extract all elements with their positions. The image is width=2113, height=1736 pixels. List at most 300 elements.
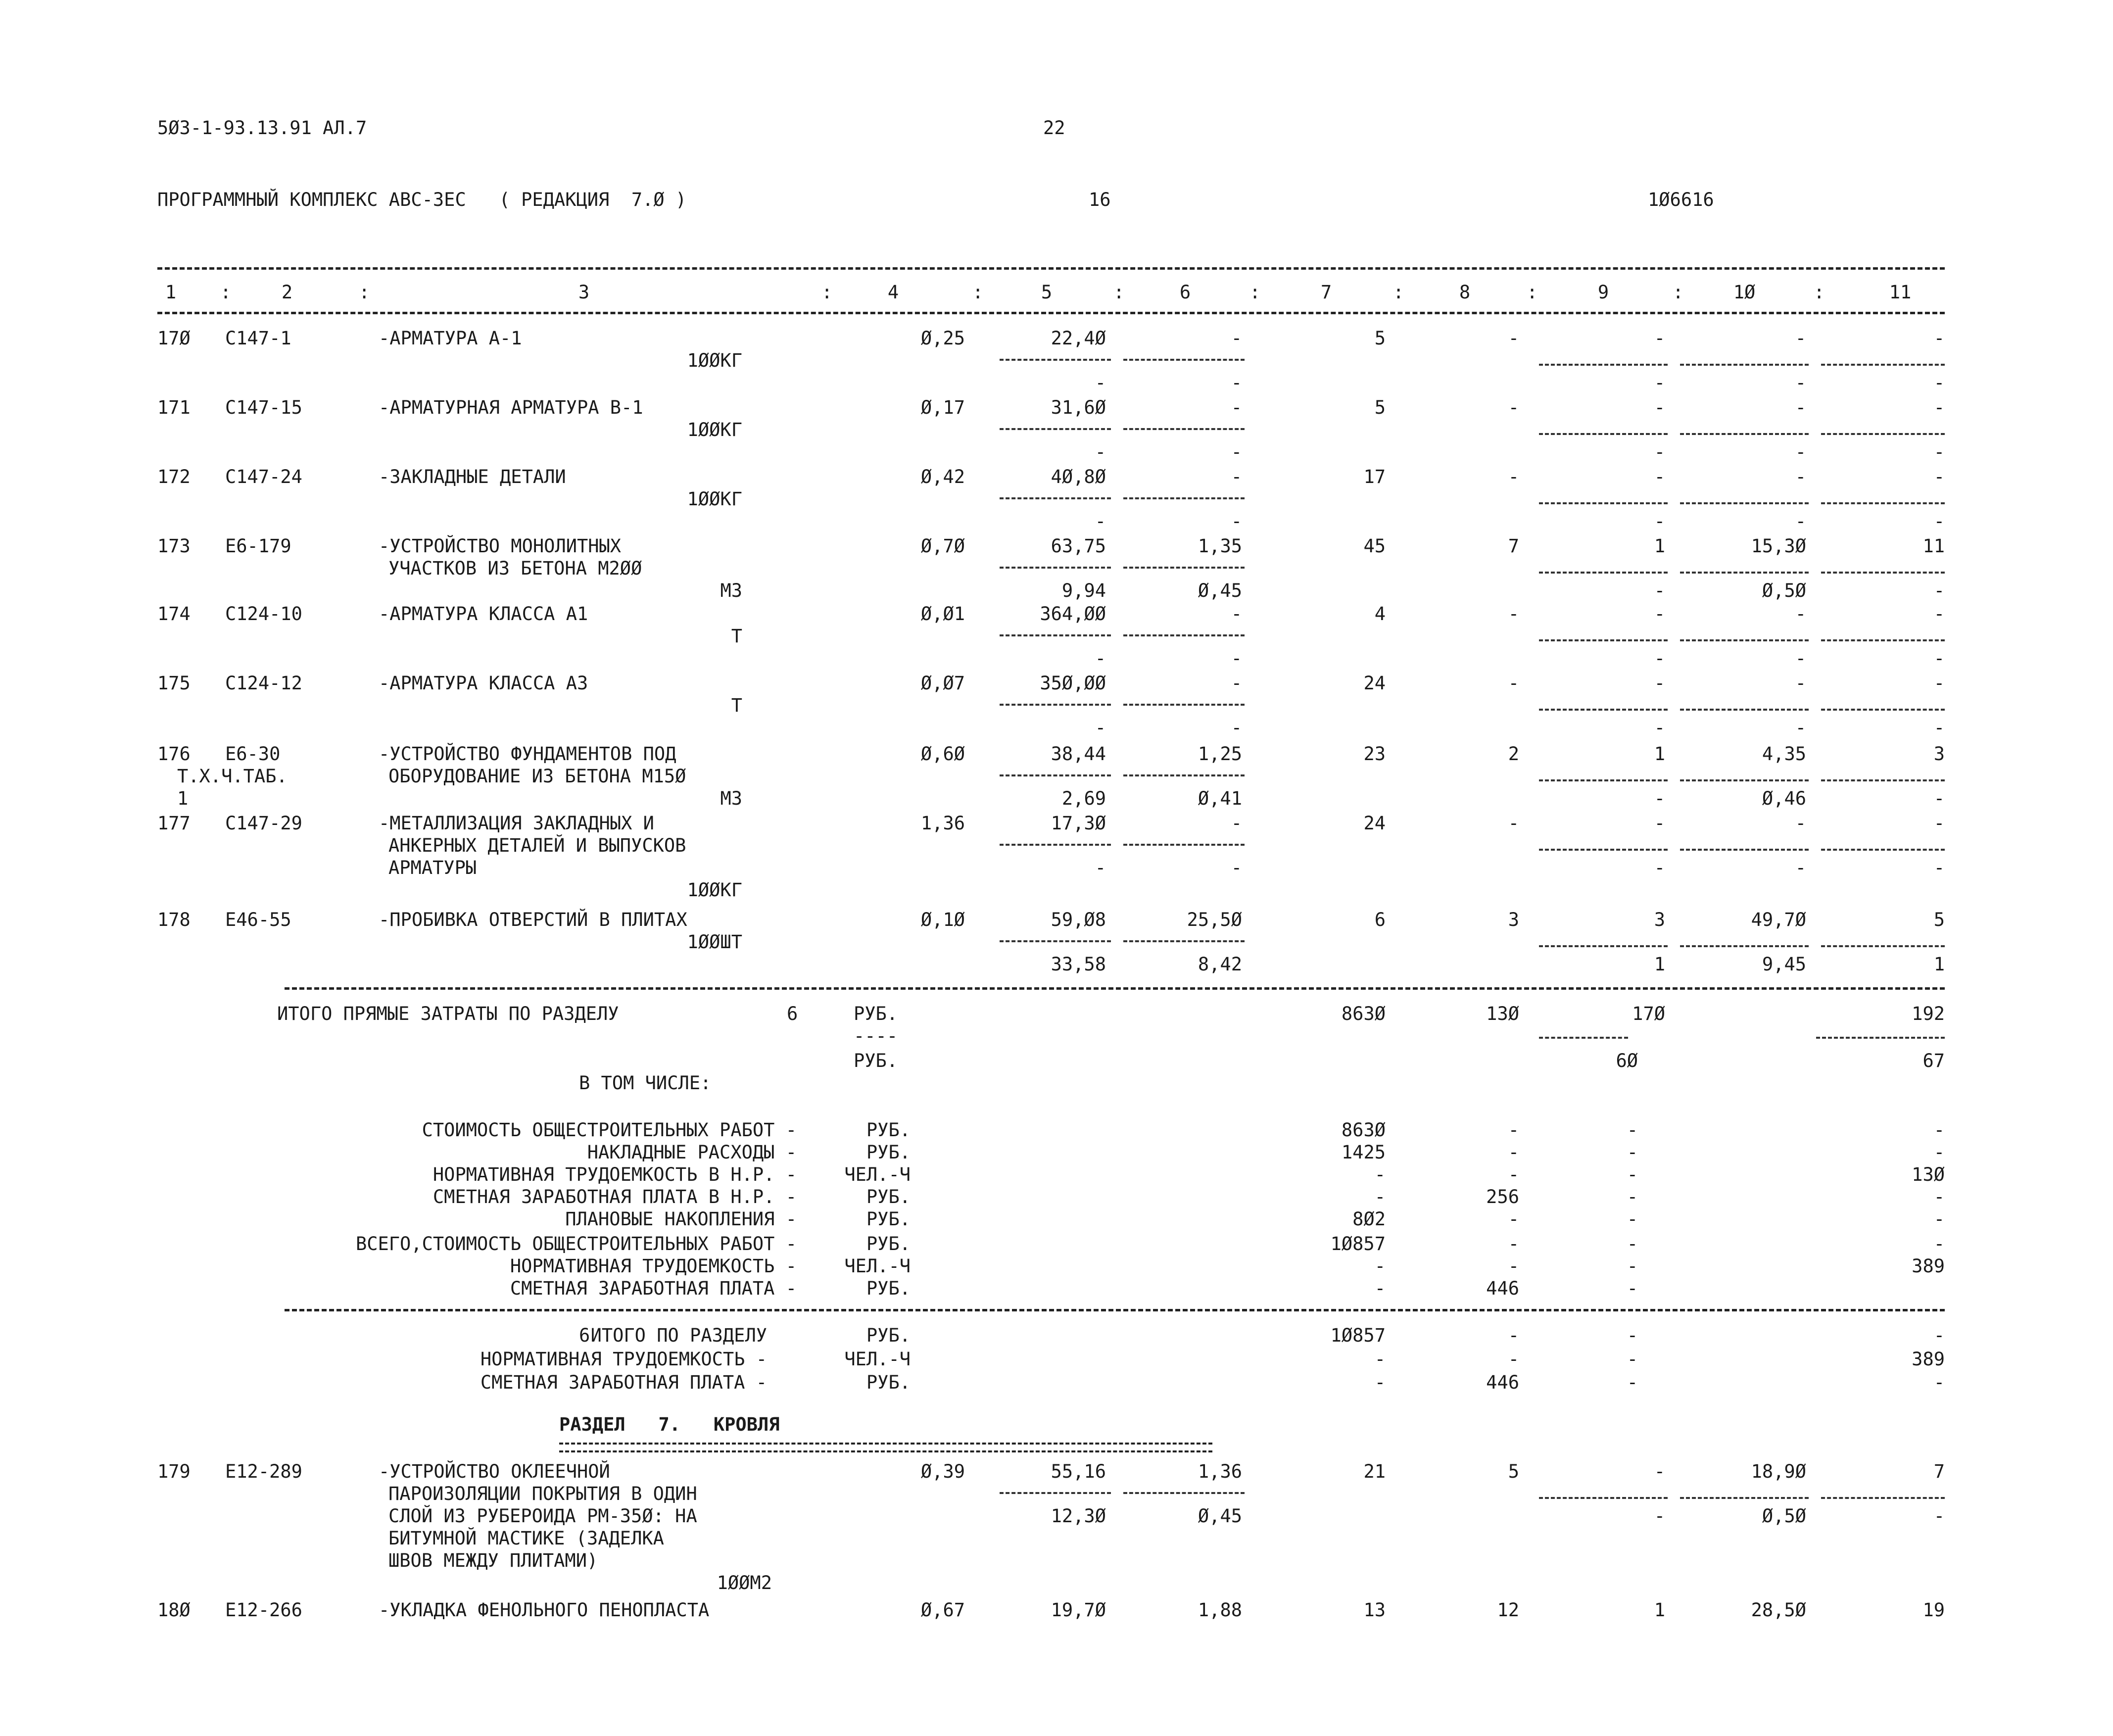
work-description: БИТУМНОЙ МАСТИКЕ (ЗАДЕЛКА xyxy=(388,1528,664,1549)
quantity: Ø,17 xyxy=(920,397,965,418)
machine-wage: - xyxy=(1231,648,1242,669)
machine-wage: Ø,45 xyxy=(1198,580,1242,601)
sub-rule xyxy=(1821,779,1945,781)
labour-wage-norm: 9,45 xyxy=(1762,954,1806,975)
sheet-number: 16 xyxy=(1089,189,1111,210)
labour-wage: - xyxy=(1654,372,1665,393)
machine-total: 2 xyxy=(1508,743,1519,765)
unit-cost: 63,75 xyxy=(1051,535,1106,557)
labour-total: - xyxy=(1933,397,1945,418)
breakdown-cost: - xyxy=(1374,1164,1386,1185)
unit-of-measure: 1ØØКГ xyxy=(687,879,742,901)
labour-norm: - xyxy=(1795,813,1806,834)
labour-wage: - xyxy=(1654,717,1665,738)
sub-rule xyxy=(1680,364,1809,366)
quantity: Ø,Ø1 xyxy=(920,603,965,625)
total-cost: 6 xyxy=(1374,909,1386,930)
total-cost: - xyxy=(1374,1372,1386,1393)
sub-rule xyxy=(1821,945,1945,947)
unit-wage: - xyxy=(1095,717,1106,738)
unit-wage: 33,58 xyxy=(1051,954,1106,975)
row-number: 176 xyxy=(157,743,191,765)
column-separator: : xyxy=(1249,282,1261,303)
unit-label: РУБ. xyxy=(866,1278,911,1299)
column-header-6: 6 xyxy=(1179,282,1191,303)
row-number: 17Ø xyxy=(157,328,191,349)
labour-wage: 1 xyxy=(1654,954,1665,975)
row-number: 175 xyxy=(157,673,191,694)
labour-wage: - xyxy=(1654,1505,1665,1527)
sub-rule xyxy=(1123,567,1245,569)
labour-norm: 28,5Ø xyxy=(1751,1599,1806,1621)
labour-norm: 15,3Ø xyxy=(1751,535,1806,557)
labour-cost: 3 xyxy=(1654,909,1665,930)
column-separator: : xyxy=(1527,282,1538,303)
machine-total: - xyxy=(1508,328,1519,349)
work-description: -АРМАТУРА КЛАССА А3 xyxy=(379,673,588,694)
sub-rule xyxy=(1680,433,1809,435)
quantity: Ø,7Ø xyxy=(920,535,965,557)
machine-cost: - xyxy=(1231,328,1242,349)
machine-wage: - xyxy=(1231,717,1242,738)
labour-wage-norm: Ø,5Ø xyxy=(1762,1505,1806,1527)
machine-total: 7 xyxy=(1508,535,1519,557)
labour-wage: - xyxy=(1654,441,1665,463)
row-number: 178 xyxy=(157,909,191,930)
sub-rule xyxy=(1539,1037,1628,1039)
unit-label: РУБ. xyxy=(866,1372,911,1393)
labour-wage-norm: - xyxy=(1795,511,1806,532)
work-description: АНКЕРНЫХ ДЕТАЛЕЙ И ВЫПУСКОВ xyxy=(388,835,686,856)
labour-cost: - xyxy=(1654,673,1665,694)
breakdown-labour: - xyxy=(1627,1142,1638,1163)
work-description: -АРМАТУРНАЯ АРМАТУРА В-1 xyxy=(379,397,643,418)
labour-total: - xyxy=(1933,673,1945,694)
total-hours: - xyxy=(1933,1372,1945,1393)
row-number: 177 xyxy=(157,813,191,834)
column-separator: : xyxy=(1393,282,1404,303)
sub-rule xyxy=(1123,844,1245,846)
column-header-11: 11 xyxy=(1889,282,1912,303)
breakdown-cost: 8Ø2 xyxy=(1352,1208,1386,1230)
unit-cost: 19,7Ø xyxy=(1051,1599,1106,1621)
rate-code: С147-24 xyxy=(225,466,302,487)
breakdown-hours: - xyxy=(1933,1208,1945,1230)
unit-wage: - xyxy=(1095,441,1106,463)
labour-wage-norm: Ø,46 xyxy=(1762,788,1806,809)
column-header-5: 5 xyxy=(1041,282,1053,303)
machine-wage: - xyxy=(1231,857,1242,878)
unit-of-measure: М3 xyxy=(720,788,742,809)
labour-wage-norm: - xyxy=(1795,857,1806,878)
unit-label: РУБ. xyxy=(866,1186,911,1207)
unit-label: РУБ. xyxy=(866,1325,911,1346)
breakdown-cost: - xyxy=(1374,1186,1386,1207)
column-header-10: 1Ø xyxy=(1733,282,1756,303)
section-total-labour: 17Ø xyxy=(1632,1003,1665,1024)
machine-cost: 25,5Ø xyxy=(1187,909,1242,930)
unit-label: ЧЕЛ.-Ч xyxy=(844,1255,911,1277)
rate-code: С147-15 xyxy=(225,397,302,418)
work-description: -ПРОБИВКА ОТВЕРСТИЙ В ПЛИТАХ xyxy=(379,909,687,930)
labour-norm: - xyxy=(1795,397,1806,418)
sub-rule xyxy=(1539,849,1668,851)
labour-cost: 1 xyxy=(1654,535,1665,557)
labour-wage-norm: - xyxy=(1795,717,1806,738)
unit-of-measure: 1ØØКГ xyxy=(687,419,742,440)
sub-rule xyxy=(1821,502,1945,504)
machine-wage: - xyxy=(1231,372,1242,393)
machine-wage: - xyxy=(1231,441,1242,463)
sub-rule xyxy=(1123,774,1245,776)
unit-cost: 38,44 xyxy=(1051,743,1106,765)
section-total-machine: 13Ø xyxy=(1486,1003,1519,1024)
labour-cost: 1 xyxy=(1654,743,1665,765)
rate-code: Е46-55 xyxy=(225,909,291,930)
breakdown-label: НОРМАТИВНАЯ ТРУДОЕМКОСТЬ - xyxy=(510,1255,797,1277)
labour-wage-total: - xyxy=(1933,511,1945,532)
sub-rule xyxy=(1539,364,1668,366)
machine-total: - xyxy=(1508,673,1519,694)
row-number: 173 xyxy=(157,535,191,557)
labour-total: 5 xyxy=(1933,909,1945,930)
work-description: -МЕТАЛЛИЗАЦИЯ ЗАКЛАДНЫХ И xyxy=(379,813,654,834)
sub-rule xyxy=(1821,1497,1945,1499)
labour-wage-total: - xyxy=(1933,441,1945,463)
breakdown-label: СМЕТНАЯ ЗАРАБОТНАЯ ПЛАТА - xyxy=(510,1278,797,1299)
labour-total: 3 xyxy=(1933,743,1945,765)
unit-of-measure: Т xyxy=(731,695,742,716)
sub-rule xyxy=(1816,1037,1945,1039)
header-rule xyxy=(157,312,1945,314)
section-title-underline xyxy=(559,1443,1212,1452)
unit-cost: 55,16 xyxy=(1051,1461,1106,1482)
machine-cost: - xyxy=(1231,813,1242,834)
machine-cost: 1,88 xyxy=(1198,1599,1242,1621)
labour-cost: - xyxy=(1654,397,1665,418)
sub-rule xyxy=(1680,639,1809,641)
sub-rule xyxy=(1123,704,1245,706)
top-rule xyxy=(157,267,1945,270)
sub-rule xyxy=(1539,572,1668,574)
row-number: 179 xyxy=(157,1461,191,1482)
labour-wage: - xyxy=(1654,580,1665,601)
rate-code-note: 1 xyxy=(177,788,189,809)
program-title: ПРОГРАММНЫЙ КОМПЛЕКС АВС-ЗЕС ( РЕДАКЦИЯ 7.Ø ) xyxy=(157,189,687,210)
sub-rule xyxy=(1000,1492,1111,1494)
sub-rule xyxy=(1123,359,1245,361)
total-cost: - xyxy=(1374,1349,1386,1370)
quantity: Ø,1Ø xyxy=(920,909,965,930)
sub-rule xyxy=(1539,502,1668,504)
sub-rule xyxy=(1000,844,1111,846)
column-header-1: 1 xyxy=(165,282,177,303)
total-label: СМЕТНАЯ ЗАРАБОТНАЯ ПЛАТА - xyxy=(480,1372,767,1393)
unit-of-measure: 1ØØКГ xyxy=(687,350,742,371)
breakdown-hours: - xyxy=(1933,1186,1945,1207)
work-description: ПАРОИЗОЛЯЦИИ ПОКРЫТИЯ В ОДИН xyxy=(388,1483,697,1504)
column-separator: : xyxy=(359,282,370,303)
labour-wage-norm: Ø,5Ø xyxy=(1762,580,1806,601)
breakdown-hours: 389 xyxy=(1912,1255,1945,1277)
unit-wage: - xyxy=(1095,857,1106,878)
sub-rule xyxy=(1680,945,1809,947)
unit-dash: ---- xyxy=(854,1025,898,1047)
sub-rule xyxy=(1539,945,1668,947)
sub-rule xyxy=(1000,634,1111,636)
work-description: ШВОВ МЕЖДУ ПЛИТАМИ) xyxy=(388,1550,598,1571)
breakdown-machine: 446 xyxy=(1486,1278,1519,1299)
estimate-code: 1Ø6616 xyxy=(1648,189,1714,210)
column-separator: : xyxy=(972,282,984,303)
labour-wage-total: - xyxy=(1933,648,1945,669)
unit-wage: - xyxy=(1095,511,1106,532)
sub-rule xyxy=(1680,779,1809,781)
labour-cost: - xyxy=(1654,328,1665,349)
labour-wage-norm: - xyxy=(1795,441,1806,463)
machine-cost: 1,36 xyxy=(1198,1461,1242,1482)
breakdown-machine: - xyxy=(1508,1142,1519,1163)
labour-norm: - xyxy=(1795,328,1806,349)
machine-wage: Ø,41 xyxy=(1198,788,1242,809)
work-description: УЧАСТКОВ ИЗ БЕТОНА М2ØØ xyxy=(388,558,642,579)
breakdown-hours: - xyxy=(1933,1233,1945,1254)
unit-cost: 17,3Ø xyxy=(1051,813,1106,834)
rate-code: Е12-266 xyxy=(225,1599,302,1621)
machine-cost: - xyxy=(1231,466,1242,487)
machine-total: 12 xyxy=(1497,1599,1519,1621)
breakdown-machine: - xyxy=(1508,1119,1519,1141)
quantity: 1,36 xyxy=(920,813,965,834)
labour-total: - xyxy=(1933,466,1945,487)
labour-total: 19 xyxy=(1922,1599,1945,1621)
breakdown-labour: - xyxy=(1627,1119,1638,1141)
unit-label: РУБ. xyxy=(854,1050,898,1071)
sub-rule xyxy=(1680,849,1809,851)
labour-norm: 4,35 xyxy=(1762,743,1806,765)
unit-cost: 31,6Ø xyxy=(1051,397,1106,418)
sub-rule xyxy=(1539,709,1668,711)
machine-total: - xyxy=(1508,466,1519,487)
section-total-cost: 863Ø xyxy=(1341,1003,1386,1024)
quantity: Ø,Ø7 xyxy=(920,673,965,694)
breakdown-cost: - xyxy=(1374,1278,1386,1299)
unit-of-measure: М3 xyxy=(720,580,742,601)
unit-cost: 59,Ø8 xyxy=(1051,909,1106,930)
sub-rule xyxy=(1000,359,1111,361)
labour-wage-norm: - xyxy=(1795,372,1806,393)
column-header-7: 7 xyxy=(1320,282,1332,303)
sub-rule xyxy=(1821,364,1945,366)
rate-code: Е6-30 xyxy=(225,743,281,765)
sub-rule xyxy=(1123,428,1245,430)
total-cost: 4 xyxy=(1374,603,1386,625)
breakdown-hours: 13Ø xyxy=(1912,1164,1945,1185)
labour-cost: - xyxy=(1654,466,1665,487)
work-description: -ЗАКЛАДНЫЕ ДЕТАЛИ xyxy=(379,466,566,487)
rate-code: С147-29 xyxy=(225,813,302,834)
column-header-3: 3 xyxy=(578,282,590,303)
total-labour: - xyxy=(1627,1349,1638,1370)
work-description: -УСТРОЙСТВО ОКЛЕЕЧНОЙ xyxy=(379,1461,610,1482)
total-machine: 446 xyxy=(1486,1372,1519,1393)
total-labour: - xyxy=(1627,1372,1638,1393)
row-number: 174 xyxy=(157,603,191,625)
unit-of-measure: 1ØØКГ xyxy=(687,488,742,510)
total-cost: 5 xyxy=(1374,328,1386,349)
labour-wage-norm: - xyxy=(1795,648,1806,669)
labour-wage: - xyxy=(1654,788,1665,809)
machine-wage: - xyxy=(1231,511,1242,532)
quantity: Ø,25 xyxy=(920,328,965,349)
total-label: ИТОГО ПО РАЗДЕЛУ xyxy=(590,1325,767,1346)
sub-rule xyxy=(1123,1492,1245,1494)
breakdown-machine: - xyxy=(1508,1208,1519,1230)
unit-of-measure: 1ØØМ2 xyxy=(717,1572,772,1593)
labour-wage-total: - xyxy=(1933,1505,1945,1527)
labour-cost: - xyxy=(1654,1461,1665,1482)
total-label: НОРМАТИВНАЯ ТРУДОЕМКОСТЬ - xyxy=(480,1349,767,1370)
machine-wage: Ø,45 xyxy=(1198,1505,1242,1527)
breakdown-labour: - xyxy=(1627,1255,1638,1277)
breakdown-cost: 1Ø857 xyxy=(1330,1233,1386,1254)
page-number: 22 xyxy=(1043,117,1065,139)
unit-wage: - xyxy=(1095,372,1106,393)
totals-rule xyxy=(285,1309,1945,1311)
section-number: 6 xyxy=(579,1325,590,1346)
labour-norm: 18,9Ø xyxy=(1751,1461,1806,1482)
section-title: РАЗДЕЛ 7. КРОВЛЯ xyxy=(559,1414,780,1435)
labour-total: 7 xyxy=(1933,1461,1945,1482)
labour-wage-total: - xyxy=(1933,580,1945,601)
unit-wage: 12,3Ø xyxy=(1051,1505,1106,1527)
total-cost: 23 xyxy=(1363,743,1386,765)
labour-wage-total: - xyxy=(1933,788,1945,809)
row-number: 172 xyxy=(157,466,191,487)
sub-rule xyxy=(1000,774,1111,776)
work-description: АРМАТУРЫ xyxy=(388,857,477,878)
including-label: В ТОМ ЧИСЛЕ: xyxy=(579,1072,712,1094)
machine-total: - xyxy=(1508,397,1519,418)
total-cost: 24 xyxy=(1363,673,1386,694)
row-number: 171 xyxy=(157,397,191,418)
machine-cost: - xyxy=(1231,603,1242,625)
rate-code: Е6-179 xyxy=(225,535,291,557)
unit-label: РУБ. xyxy=(866,1119,911,1141)
breakdown-machine: - xyxy=(1508,1233,1519,1254)
column-separator: : xyxy=(821,282,833,303)
total-cost: 45 xyxy=(1363,535,1386,557)
sub-rule xyxy=(1123,940,1245,942)
labour-wage-total: - xyxy=(1933,717,1945,738)
sub-rule xyxy=(1539,433,1668,435)
sub-rule xyxy=(1123,634,1245,636)
unit-cost: 35Ø,ØØ xyxy=(1040,673,1106,694)
unit-cost: 364,ØØ xyxy=(1040,603,1106,625)
labour-norm: - xyxy=(1795,603,1806,625)
machine-total: - xyxy=(1508,813,1519,834)
breakdown-label: ВСЕГО,СТОИМОСТЬ ОБЩЕСТРОИТЕЛЬНЫХ РАБОТ - xyxy=(355,1233,797,1254)
labour-norm: - xyxy=(1795,466,1806,487)
labour-wage: - xyxy=(1654,648,1665,669)
unit-cost: 4Ø,8Ø xyxy=(1051,466,1106,487)
breakdown-hours: - xyxy=(1933,1142,1945,1163)
total-cost: 13 xyxy=(1363,1599,1386,1621)
sub-rule xyxy=(1539,779,1668,781)
unit-label: РУБ. xyxy=(866,1142,911,1163)
machine-total: 5 xyxy=(1508,1461,1519,1482)
work-description: ОБОРУДОВАНИЕ ИЗ БЕТОНА М15Ø xyxy=(388,766,686,787)
breakdown-labour: - xyxy=(1627,1164,1638,1185)
sub-rule xyxy=(1680,1497,1809,1499)
column-separator: : xyxy=(1814,282,1825,303)
breakdown-label: СМЕТНАЯ ЗАРАБОТНАЯ ПЛАТА В Н.Р. - xyxy=(432,1186,797,1207)
sub-rule xyxy=(1000,940,1111,942)
sub-rule xyxy=(1000,497,1111,499)
labour-norm: 49,7Ø xyxy=(1751,909,1806,930)
work-description: -УКЛАДКА ФЕНОЛЬНОГО ПЕНОПЛАСТА xyxy=(379,1599,710,1621)
sub-rule xyxy=(1821,639,1945,641)
section-rule xyxy=(285,987,1945,990)
breakdown-machine: - xyxy=(1508,1164,1519,1185)
sub-rule xyxy=(1680,572,1809,574)
total-cost: 17 xyxy=(1363,466,1386,487)
quantity: Ø,6Ø xyxy=(920,743,965,765)
rate-code: Е12-289 xyxy=(225,1461,302,1482)
section-total-labour-hours: 192 xyxy=(1912,1003,1945,1024)
column-separator: : xyxy=(220,282,232,303)
machine-cost: 1,25 xyxy=(1198,743,1242,765)
quantity: Ø,67 xyxy=(920,1599,965,1621)
sub-rule xyxy=(1680,709,1809,711)
breakdown-label: НОРМАТИВНАЯ ТРУДОЕМКОСТЬ В Н.Р. - xyxy=(432,1164,797,1185)
total-cost: 24 xyxy=(1363,813,1386,834)
document-code: 5Ø3-1-93.13.91 АЛ.7 xyxy=(157,117,367,139)
labour-cost: 1 xyxy=(1654,1599,1665,1621)
sub-rule xyxy=(1123,497,1245,499)
breakdown-machine: 256 xyxy=(1486,1186,1519,1207)
row-number: 18Ø xyxy=(157,1599,191,1621)
total-hours: - xyxy=(1933,1325,1945,1346)
quantity: Ø,39 xyxy=(920,1461,965,1482)
unit-wage: 2,69 xyxy=(1061,788,1106,809)
unit-wage: 9,94 xyxy=(1061,580,1106,601)
labour-wage-total: 1 xyxy=(1933,954,1945,975)
labour-total: - xyxy=(1933,328,1945,349)
sub-rule xyxy=(1000,704,1111,706)
work-description: СЛОЙ ИЗ РУБЕРОИДА РМ-35Ø: НА xyxy=(388,1505,697,1527)
section-total-wage-hours: 67 xyxy=(1922,1050,1945,1071)
sub-rule xyxy=(1821,433,1945,435)
breakdown-label: ПЛАНОВЫЕ НАКОПЛЕНИЯ - xyxy=(565,1208,797,1230)
sub-rule xyxy=(1539,639,1668,641)
breakdown-machine: - xyxy=(1508,1255,1519,1277)
section-number: 6 xyxy=(787,1003,798,1024)
work-description: -АРМАТУРА КЛАССА А1 xyxy=(379,603,588,625)
total-cost: 21 xyxy=(1363,1461,1386,1482)
breakdown-cost: 1425 xyxy=(1341,1142,1386,1163)
breakdown-cost: 863Ø xyxy=(1341,1119,1386,1141)
labour-total: - xyxy=(1933,813,1945,834)
unit-of-measure: 1ØØШТ xyxy=(687,931,742,953)
work-description: -УСТРОЙСТВО ФУНДАМЕНТОВ ПОД xyxy=(379,743,676,765)
total-cost: 5 xyxy=(1374,397,1386,418)
machine-cost: 1,35 xyxy=(1198,535,1242,557)
sub-rule xyxy=(1821,849,1945,851)
machine-wage: 8,42 xyxy=(1198,954,1242,975)
unit-label: РУБ. xyxy=(866,1208,911,1230)
column-separator: : xyxy=(1673,282,1684,303)
